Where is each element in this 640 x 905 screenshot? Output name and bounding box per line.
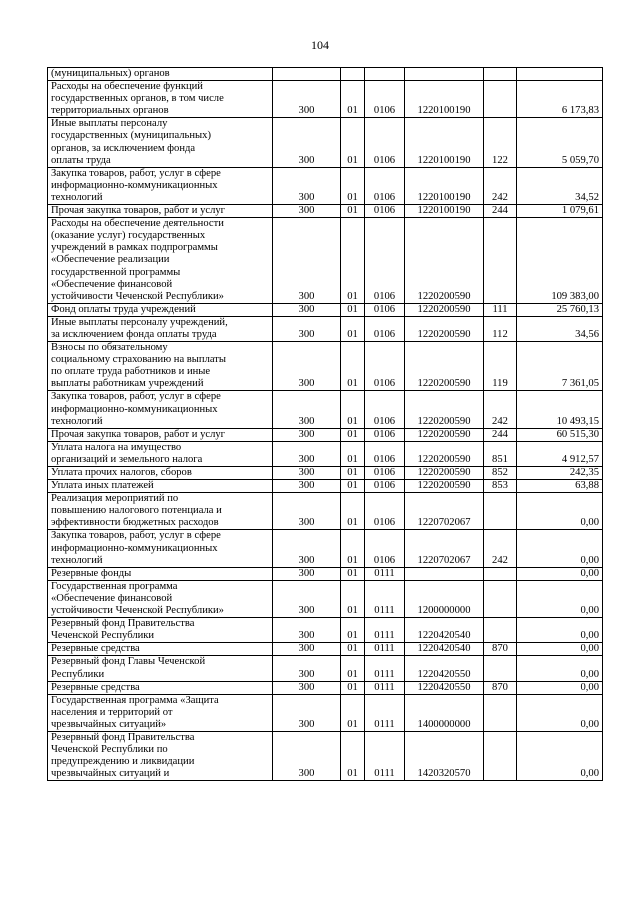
subsection-code-cell: 0106 xyxy=(365,81,405,118)
item-name-line: устойчивости Чеченской Республики» xyxy=(51,290,224,302)
expense-type-cell xyxy=(484,618,517,643)
table-row xyxy=(48,303,603,316)
item-name-line: информационно-коммуникационных xyxy=(51,542,218,554)
amount-cell xyxy=(517,68,603,81)
page-number: 104 xyxy=(311,38,329,52)
subsection-code-cell: 0111 xyxy=(365,580,405,617)
admin-code-cell: 300 xyxy=(273,428,341,441)
amount-cell: 0,00 xyxy=(517,656,603,681)
amount-cell: 0,00 xyxy=(517,493,603,530)
table-row xyxy=(48,316,603,341)
item-name-line: оплаты труда xyxy=(51,154,111,166)
table-row xyxy=(48,681,603,694)
item-name-line: выплаты работникам учреждений xyxy=(51,378,204,390)
item-name-line: Прочая закупка товаров, работ и услуг xyxy=(51,428,226,440)
section-code-cell: 01 xyxy=(341,167,365,204)
subsection-code-cell: 0106 xyxy=(365,480,405,493)
table-row xyxy=(48,731,603,780)
section-code-cell: 01 xyxy=(341,493,365,530)
admin-code-cell: 300 xyxy=(273,303,341,316)
expense-type-cell xyxy=(484,656,517,681)
expense-type-cell: 242 xyxy=(484,167,517,204)
section-code-cell: 01 xyxy=(341,428,365,441)
subsection-code-cell: 0111 xyxy=(365,643,405,656)
item-name-line: Государственная программа xyxy=(51,580,178,592)
item-name-line: информационно-коммуникационных xyxy=(51,179,218,191)
item-name-line: чрезвычайных ситуаций и xyxy=(51,768,170,780)
amount-cell: 242,35 xyxy=(517,467,603,480)
table-row xyxy=(48,656,603,681)
item-name-cell xyxy=(48,731,273,780)
item-name-cell xyxy=(48,428,273,441)
item-name-line: Уплата прочих налогов, сборов xyxy=(51,467,192,478)
item-name-cell xyxy=(48,68,273,81)
item-name-line: Уплата иных платежей xyxy=(51,480,154,492)
subsection-code-cell: 0111 xyxy=(365,656,405,681)
expense-type-cell xyxy=(484,493,517,530)
item-name-line: организаций и земельного налога xyxy=(51,453,203,465)
item-name-line: предупреждению и ликвидации xyxy=(51,756,195,768)
item-name-line: Иные выплаты персоналу учреждений, xyxy=(51,316,228,328)
target-article-cell: 1220420550 xyxy=(405,656,484,681)
subsection-code-cell: 0106 xyxy=(365,118,405,167)
table-row xyxy=(48,467,603,480)
section-code-cell: 01 xyxy=(341,441,365,466)
subsection-code-cell: 0106 xyxy=(365,493,405,530)
table-row xyxy=(48,342,603,391)
section-code-cell: 01 xyxy=(341,643,365,656)
expense-type-cell xyxy=(484,218,517,304)
target-article-cell: 1220200590 xyxy=(405,441,484,466)
table-row xyxy=(48,643,603,656)
expense-type-cell xyxy=(484,580,517,617)
admin-code-cell: 300 xyxy=(273,316,341,341)
target-article-cell: 1400000000 xyxy=(405,694,484,731)
item-name-cell xyxy=(48,167,273,204)
subsection-code-cell: 0106 xyxy=(365,391,405,428)
item-name-line: Уплата налога на имущество xyxy=(51,441,182,453)
table-row xyxy=(48,618,603,643)
admin-code-cell: 300 xyxy=(273,681,341,694)
item-name-line: информационно-коммуникационных xyxy=(51,403,218,415)
table-row xyxy=(48,205,603,218)
item-name-line: Чеченской Республики по xyxy=(51,744,168,756)
admin-code-cell: 300 xyxy=(273,567,341,580)
item-name-line: «Обеспечение финансовой xyxy=(51,592,173,604)
item-name-line: эффективности бюджетных расходов xyxy=(51,517,219,529)
subsection-code-cell: 0106 xyxy=(365,530,405,567)
item-name-line: социальному страхованию на выплаты xyxy=(51,354,227,366)
section-code-cell: 01 xyxy=(341,303,365,316)
item-name-line: чрезвычайных ситуаций» xyxy=(51,718,167,730)
item-name-line: за исключением фонда оплаты труда xyxy=(51,328,217,340)
section-code-cell: 01 xyxy=(341,205,365,218)
admin-code-cell: 300 xyxy=(273,643,341,656)
item-name-line: технологий xyxy=(51,415,103,427)
expense-type-cell xyxy=(484,567,517,580)
target-article-cell: 1220200590 xyxy=(405,342,484,391)
amount-cell: 0,00 xyxy=(517,618,603,643)
amount-cell: 6 173,83 xyxy=(517,81,603,118)
subsection-code-cell: 0111 xyxy=(365,567,405,580)
item-name-line: Резервный фонд Правительства xyxy=(51,618,195,630)
amount-cell: 0,00 xyxy=(517,731,603,780)
item-name-cell xyxy=(48,681,273,694)
item-name-line: «Обеспечение финансовой xyxy=(51,278,173,290)
admin-code-cell: 300 xyxy=(273,530,341,567)
item-name-cell xyxy=(48,81,273,118)
expense-type-cell: 111 xyxy=(484,303,517,316)
admin-code-cell xyxy=(273,68,341,81)
expense-type-cell xyxy=(484,694,517,731)
subsection-code-cell: 0111 xyxy=(365,618,405,643)
admin-code-cell: 300 xyxy=(273,467,341,480)
section-code-cell: 01 xyxy=(341,530,365,567)
item-name-line: государственных органов, в том числе xyxy=(51,93,224,105)
item-name-line: Закупка товаров, работ, услуг в сфере xyxy=(51,167,221,179)
amount-cell: 0,00 xyxy=(517,694,603,731)
section-code-cell: 01 xyxy=(341,567,365,580)
item-name-line: Резервные фонды xyxy=(51,567,132,579)
target-article-cell: 1200000000 xyxy=(405,580,484,617)
expense-type-cell xyxy=(484,81,517,118)
target-article-cell: 1220200590 xyxy=(405,428,484,441)
amount-cell: 109 383,00 xyxy=(517,218,603,304)
admin-code-cell: 300 xyxy=(273,118,341,167)
admin-code-cell: 300 xyxy=(273,656,341,681)
item-name-line: Реализация мероприятий по xyxy=(51,493,179,505)
table-row xyxy=(48,428,603,441)
amount-cell: 5 059,70 xyxy=(517,118,603,167)
target-article-cell: 1220200590 xyxy=(405,480,484,493)
item-name-line: Чеченской Республики xyxy=(51,630,155,642)
subsection-code-cell: 0106 xyxy=(365,342,405,391)
target-article-cell: 1220200590 xyxy=(405,316,484,341)
item-name-line: Закупка товаров, работ, услуг в сфере xyxy=(51,391,221,403)
item-name-cell xyxy=(48,580,273,617)
item-name-cell xyxy=(48,467,273,480)
item-name-line: устойчивости Чеченской Республики» xyxy=(51,605,224,617)
expense-type-cell: 244 xyxy=(484,205,517,218)
item-name-line: Фонд оплаты труда учреждений xyxy=(51,303,196,315)
subsection-code-cell xyxy=(365,68,405,81)
table-row xyxy=(48,480,603,493)
item-name-line: «Обеспечение реализации xyxy=(51,254,170,266)
item-name-cell xyxy=(48,218,273,304)
admin-code-cell: 300 xyxy=(273,493,341,530)
admin-code-cell: 300 xyxy=(273,81,341,118)
subsection-code-cell: 0106 xyxy=(365,167,405,204)
expense-type-cell: 870 xyxy=(484,643,517,656)
subsection-code-cell: 0106 xyxy=(365,428,405,441)
amount-cell: 0,00 xyxy=(517,567,603,580)
item-name-cell xyxy=(48,441,273,466)
item-name-line: (оказание услуг) государственных xyxy=(51,230,206,242)
subsection-code-cell: 0111 xyxy=(365,694,405,731)
item-name-cell xyxy=(48,205,273,218)
section-code-cell: 01 xyxy=(341,467,365,480)
expense-type-cell: 242 xyxy=(484,391,517,428)
expense-type-cell xyxy=(484,68,517,81)
subsection-code-cell: 0106 xyxy=(365,316,405,341)
target-article-cell: 1220420540 xyxy=(405,643,484,656)
table-row xyxy=(48,118,603,167)
subsection-code-cell: 0111 xyxy=(365,681,405,694)
expense-type-cell: 119 xyxy=(484,342,517,391)
target-article-cell: 1220420550 xyxy=(405,681,484,694)
table-row xyxy=(48,391,603,428)
target-article-cell: 1220702067 xyxy=(405,493,484,530)
item-name-cell xyxy=(48,118,273,167)
item-name-line: повышению налогового потенциала и xyxy=(51,505,222,517)
admin-code-cell: 300 xyxy=(273,342,341,391)
amount-cell: 34,56 xyxy=(517,316,603,341)
item-name-line: Резервные средства xyxy=(51,643,140,655)
section-code-cell: 01 xyxy=(341,342,365,391)
item-name-line: по оплате труда работников и иные xyxy=(51,366,211,378)
amount-cell: 0,00 xyxy=(517,580,603,617)
section-code-cell: 01 xyxy=(341,118,365,167)
table-row xyxy=(48,580,603,617)
item-name-line: государственных (муниципальных) xyxy=(51,130,211,142)
table-row xyxy=(48,167,603,204)
budget-table xyxy=(47,67,603,781)
target-article-cell: 1220200590 xyxy=(405,391,484,428)
expense-type-cell xyxy=(484,731,517,780)
admin-code-cell: 300 xyxy=(273,694,341,731)
admin-code-cell: 300 xyxy=(273,205,341,218)
amount-cell: 1 079,61 xyxy=(517,205,603,218)
expense-type-cell: 112 xyxy=(484,316,517,341)
section-code-cell: 01 xyxy=(341,81,365,118)
item-name-cell xyxy=(48,567,273,580)
amount-cell: 4 912,57 xyxy=(517,441,603,466)
item-name-line: Расходы на обеспечение функций xyxy=(51,81,203,93)
item-name-line: территориальных органов xyxy=(51,105,169,117)
subsection-code-cell: 0111 xyxy=(365,731,405,780)
amount-cell: 0,00 xyxy=(517,530,603,567)
subsection-code-cell: 0106 xyxy=(365,441,405,466)
section-code-cell xyxy=(341,68,365,81)
amount-cell: 25 760,13 xyxy=(517,303,603,316)
item-name-cell xyxy=(48,618,273,643)
expense-type-cell: 852 xyxy=(484,467,517,480)
item-name-cell xyxy=(48,480,273,493)
admin-code-cell: 300 xyxy=(273,480,341,493)
amount-cell: 60 515,30 xyxy=(517,428,603,441)
table-row xyxy=(48,218,603,304)
target-article-cell: 1420320570 xyxy=(405,731,484,780)
target-article-cell: 1220200590 xyxy=(405,467,484,480)
admin-code-cell: 300 xyxy=(273,580,341,617)
item-name-cell xyxy=(48,656,273,681)
item-name-line: Государственная программа «Защита xyxy=(51,694,219,706)
section-code-cell: 01 xyxy=(341,391,365,428)
admin-code-cell: 300 xyxy=(273,731,341,780)
expense-type-cell: 870 xyxy=(484,681,517,694)
admin-code-cell: 300 xyxy=(273,167,341,204)
item-name-line: учреждений в рамках подпрограммы xyxy=(51,242,218,254)
item-name-line: Резервный фонд Главы Чеченской xyxy=(51,656,206,668)
expense-type-cell: 244 xyxy=(484,428,517,441)
target-article-cell: 1220100190 xyxy=(405,81,484,118)
subsection-code-cell: 0106 xyxy=(365,303,405,316)
item-name-cell xyxy=(48,530,273,567)
item-name-cell xyxy=(48,391,273,428)
target-article-cell: 1220100190 xyxy=(405,167,484,204)
expense-type-cell: 242 xyxy=(484,530,517,567)
item-name-cell xyxy=(48,303,273,316)
amount-cell: 7 361,05 xyxy=(517,342,603,391)
target-article-cell xyxy=(405,68,484,81)
item-name-cell xyxy=(48,342,273,391)
table-row xyxy=(48,493,603,530)
admin-code-cell: 300 xyxy=(273,391,341,428)
target-article-cell: 1220200590 xyxy=(405,218,484,304)
admin-code-cell: 300 xyxy=(273,618,341,643)
item-name-cell xyxy=(48,694,273,731)
target-article-cell: 1220702067 xyxy=(405,530,484,567)
section-code-cell: 01 xyxy=(341,218,365,304)
item-name-line: Прочая закупка товаров, работ и услуг xyxy=(51,205,226,217)
subsection-code-cell: 0106 xyxy=(365,218,405,304)
section-code-cell: 01 xyxy=(341,480,365,493)
item-name-line: Расходы на обеспечение деятельности xyxy=(51,218,224,230)
item-name-line: Резервные средства xyxy=(51,681,140,693)
subsection-code-cell: 0106 xyxy=(365,205,405,218)
admin-code-cell: 300 xyxy=(273,441,341,466)
table-row xyxy=(48,567,603,580)
amount-cell: 10 493,15 xyxy=(517,391,603,428)
item-name-line: технологий xyxy=(51,191,103,203)
table-row xyxy=(48,441,603,466)
section-code-cell: 01 xyxy=(341,580,365,617)
item-name-line: государственной программы xyxy=(51,266,181,278)
section-code-cell: 01 xyxy=(341,731,365,780)
amount-cell: 0,00 xyxy=(517,643,603,656)
item-name-line: Взносы по обязательному xyxy=(51,342,168,354)
item-name-cell xyxy=(48,643,273,656)
amount-cell: 63,88 xyxy=(517,480,603,493)
expense-type-cell: 851 xyxy=(484,441,517,466)
admin-code-cell: 300 xyxy=(273,218,341,304)
item-name-line: технологий xyxy=(51,554,103,566)
item-name-line: органов, за исключением фонда xyxy=(51,142,196,154)
item-name-line: Республики xyxy=(51,668,105,680)
target-article-cell xyxy=(405,567,484,580)
section-code-cell: 01 xyxy=(341,681,365,694)
item-name-line: Резервный фонд Правительства xyxy=(51,731,195,743)
target-article-cell: 1220420540 xyxy=(405,618,484,643)
section-code-cell: 01 xyxy=(341,618,365,643)
item-name-line: (муниципальных) органов xyxy=(51,68,170,79)
item-name-cell xyxy=(48,316,273,341)
section-code-cell: 01 xyxy=(341,316,365,341)
amount-cell: 0,00 xyxy=(517,681,603,694)
item-name-line: Закупка товаров, работ, услуг в сфере xyxy=(51,530,221,542)
target-article-cell: 1220200590 xyxy=(405,303,484,316)
table-row xyxy=(48,81,603,118)
table-row xyxy=(48,694,603,731)
amount-cell: 34,52 xyxy=(517,167,603,204)
target-article-cell: 1220100190 xyxy=(405,205,484,218)
item-name-cell xyxy=(48,493,273,530)
expense-type-cell: 122 xyxy=(484,118,517,167)
section-code-cell: 01 xyxy=(341,694,365,731)
item-name-line: Иные выплаты персоналу xyxy=(51,118,168,130)
expense-type-cell: 853 xyxy=(484,480,517,493)
table-row xyxy=(48,530,603,567)
section-code-cell: 01 xyxy=(341,656,365,681)
item-name-line: населения и территорий от xyxy=(51,706,173,718)
table-row xyxy=(48,68,603,81)
subsection-code-cell: 0106 xyxy=(365,467,405,480)
target-article-cell: 1220100190 xyxy=(405,118,484,167)
